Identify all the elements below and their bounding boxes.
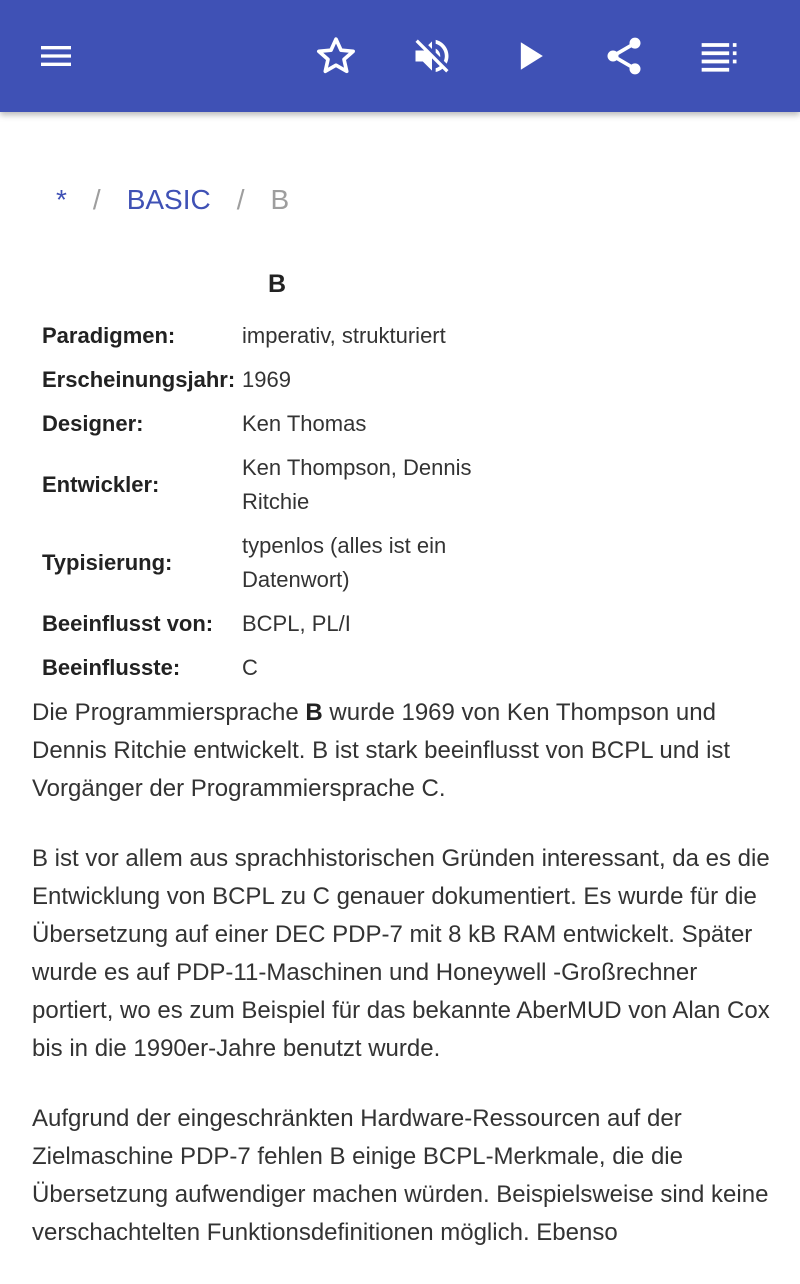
article-paragraph	[32, 694, 772, 808]
infobox-row-developer	[42, 446, 522, 524]
share-button[interactable]	[596, 28, 652, 84]
infobox-value: 1969	[242, 367, 291, 392]
infobox-label: Entwickler:	[42, 472, 160, 497]
infobox-row-influenced-by	[42, 602, 522, 646]
infobox-label: Beeinflusste:	[42, 655, 181, 680]
infobox-row-designer	[42, 402, 522, 446]
article-body	[32, 694, 772, 1284]
infobox-value: Ken Thompson, Dennis Ritchie	[242, 455, 472, 514]
menu-button[interactable]	[28, 28, 84, 84]
infobox-row-paradigms	[42, 314, 522, 358]
favorite-button[interactable]	[308, 28, 364, 84]
article-text: Die Programmiersprache	[32, 699, 306, 726]
play-button[interactable]	[502, 28, 558, 84]
infobox-row-year	[42, 358, 522, 402]
infobox-row-typing	[42, 524, 522, 602]
hamburger-menu-icon	[36, 36, 76, 76]
infobox-table	[42, 314, 522, 690]
infobox-row-influenced	[42, 646, 522, 690]
breadcrumb-separator: /	[236, 184, 245, 215]
breadcrumb-separator: /	[92, 184, 101, 215]
breadcrumb-root-link[interactable]: *	[56, 184, 67, 215]
infobox-value: C	[242, 655, 258, 680]
infobox-value: typenlos (alles ist ein Datenwort)	[242, 533, 447, 592]
breadcrumb-basic-link[interactable]: BASIC	[126, 184, 211, 215]
article-paragraph: B ist vor allem aus sprachhistorischen Gründen interessant, da es die Entwicklung von BCPL zu C genauer dokumentiert. Es wurde für die Übersetzung auf einer DEC PDP-7 mit 8 kB RAM entwickelt. Später wurde es auf PDP-11-Maschinen und Honeywell -Großrechner portiert, wo es zum Beispiel für das bekannte AberMUD von Alan Cox bis in die 1990er-Jahre benutzt wurde.	[32, 845, 770, 1062]
playlist-icon	[698, 34, 742, 78]
play-icon	[508, 34, 552, 78]
app-toolbar	[0, 0, 800, 112]
article-paragraph: Aufgrund der eingeschränkten Hardware-Ressourcen auf der Zielmaschine PDP-7 fehlen B einige BCPL-Merkmale, die die Übersetzung aufwendiger machen würden. Beispielsweise sind keine verschachtelten Funktionsdefinitionen möglich. Ebenso	[32, 1105, 769, 1246]
infobox-label: Typisierung:	[42, 550, 173, 575]
infobox-label: Erscheinungsjahr:	[42, 367, 236, 392]
infobox-value: BCPL, PL/I	[242, 611, 351, 636]
infobox-title: B	[268, 270, 287, 298]
infobox-value: Ken Thomas	[242, 411, 367, 436]
breadcrumb-current: B	[270, 184, 290, 215]
breadcrumb	[56, 182, 289, 218]
article-text: wurde 1969 von Ken Thompson und Dennis Ritchie entwickelt. B ist stark beeinflusst von BCPL und ist Vorgänger der Programmiersprache C.	[32, 699, 731, 802]
infobox-label: Designer:	[42, 411, 144, 436]
star-outline-icon	[314, 34, 358, 78]
infobox-label: Beeinflusst von:	[42, 611, 214, 636]
article-bold-term: B	[305, 699, 323, 726]
volume-off-icon	[410, 34, 454, 78]
infobox-value: imperativ, strukturiert	[242, 323, 446, 348]
mute-button[interactable]	[404, 28, 460, 84]
playlist-button[interactable]	[692, 28, 748, 84]
infobox-label: Paradigmen:	[42, 323, 176, 348]
share-icon	[602, 34, 646, 78]
